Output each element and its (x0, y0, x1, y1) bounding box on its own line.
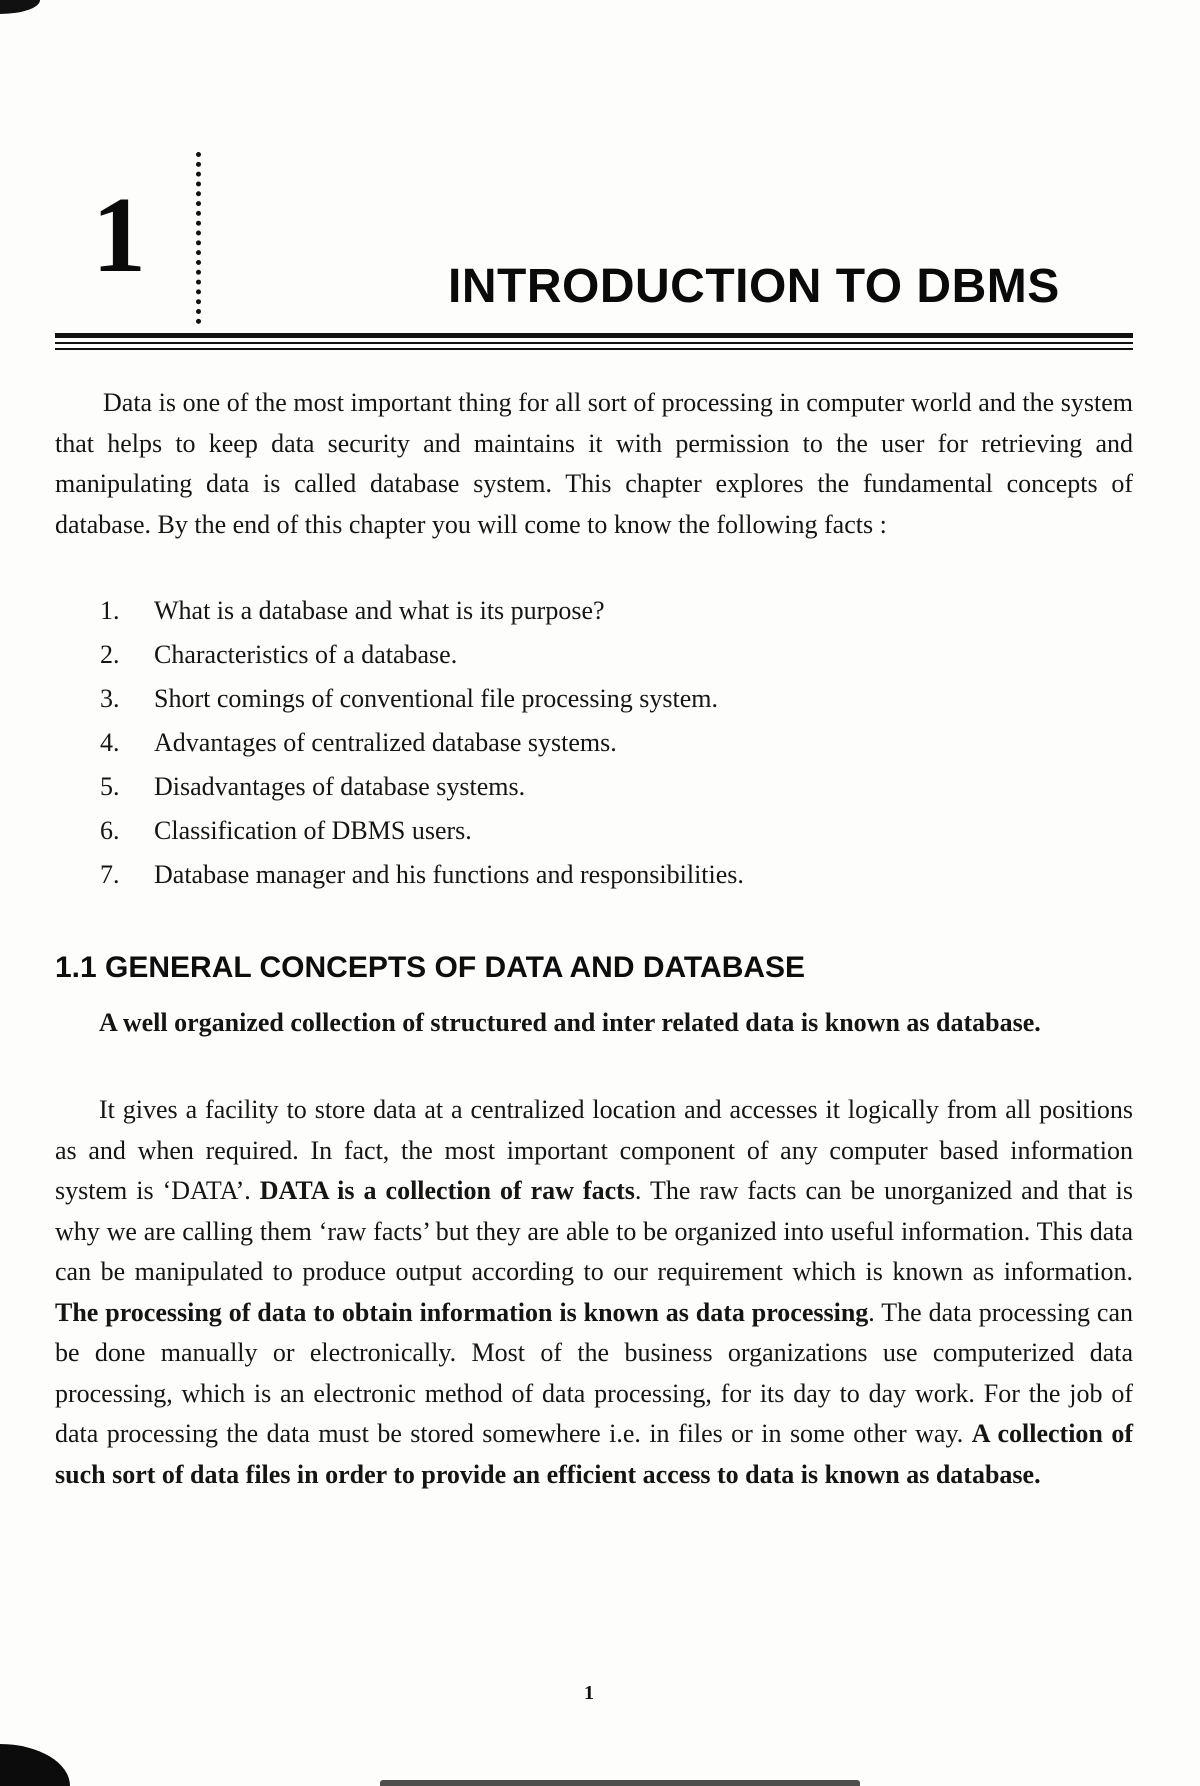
definition-paragraph: A well organized collection of structured and inter related data is known as database. (99, 1008, 1041, 1037)
list-item-text: Short comings of conventional file processing system. (154, 684, 718, 713)
list-item (100, 765, 1100, 809)
list-item-number: 7. (100, 860, 120, 889)
body-text: . The raw facts can be unorganized and that is why we are calling them ‘raw facts’ but they are able to be organized into useful information. This data can be manipulated to produce output according to our requirement which is known as information. (55, 1176, 1134, 1286)
list-item-text: What is a database and what is its purpose? (154, 596, 605, 625)
chapter-title: INTRODUCTION TO DBMS (448, 260, 1060, 313)
list-item-text: Database manager and his functions and responsibilities. (154, 860, 744, 889)
body-text: It gives a facility to store data at a centralized location and accesses it logically from all positions as and when required. In fact, the most important component of any computer based information system is ‘DATA’. (55, 1095, 1133, 1205)
body-paragraph (55, 1090, 1133, 1495)
body-text: . The data processing can be done manually or electronically. Most of the business organizations use computerized data processing, which is an electronic method of data processing, for its day to day work. For the job of data processing the data must be stored somewhere i.e. in files or in some other way. (55, 1297, 1133, 1448)
body-text-emphasis: The processing of data to obtain information is known as data processing (55, 1297, 869, 1327)
list-item-number: 1. (100, 596, 120, 625)
list-item-number: 2. (100, 640, 120, 669)
scan-corner-shadow (0, 0, 40, 14)
header-rule (55, 348, 1133, 350)
list-item-number: 4. (100, 728, 120, 757)
list-item (100, 589, 1100, 633)
page-number: 1 (584, 1682, 594, 1704)
list-item-text: Classification of DBMS users. (154, 816, 472, 845)
section-heading: 1.1 GENERAL CONCEPTS OF DATA AND DATABASE (55, 951, 806, 984)
list-item-text: Disadvantages of database systems. (154, 772, 526, 801)
chapter-number: 1 (92, 176, 146, 295)
scan-edge-shadow (380, 1780, 860, 1786)
list-item (100, 853, 1100, 897)
list-item (100, 809, 1100, 853)
list-item (100, 677, 1100, 721)
list-item (100, 721, 1100, 765)
body-text-emphasis: DATA is a collection of raw facts (259, 1176, 635, 1205)
list-item-number: 3. (100, 684, 120, 713)
header-rule (55, 342, 1133, 344)
chapter-dotted-separator (196, 152, 201, 324)
facts-list (100, 589, 1100, 897)
scan-corner-shadow (0, 1744, 70, 1786)
list-item-text: Advantages of centralized database systems. (154, 728, 617, 757)
list-item-number: 5. (100, 772, 120, 801)
intro-paragraph: Data is one of the most important thing for all sort of processing in computer world and the system that helps to keep data security and maintains it with permission to the user for retrieving and manipulating data is called database system. This chapter explores the fundamental concepts of database. By the end of this chapter you will come to know the following facts : (55, 388, 1133, 539)
body-text-emphasis: A collection of such sort of data files in order to provide an efficient access to data is known as database. (55, 1419, 1133, 1489)
list-item-number: 6. (100, 816, 120, 845)
list-item-text: Characteristics of a database. (154, 640, 458, 669)
list-item (100, 633, 1100, 677)
header-rule (55, 333, 1133, 338)
